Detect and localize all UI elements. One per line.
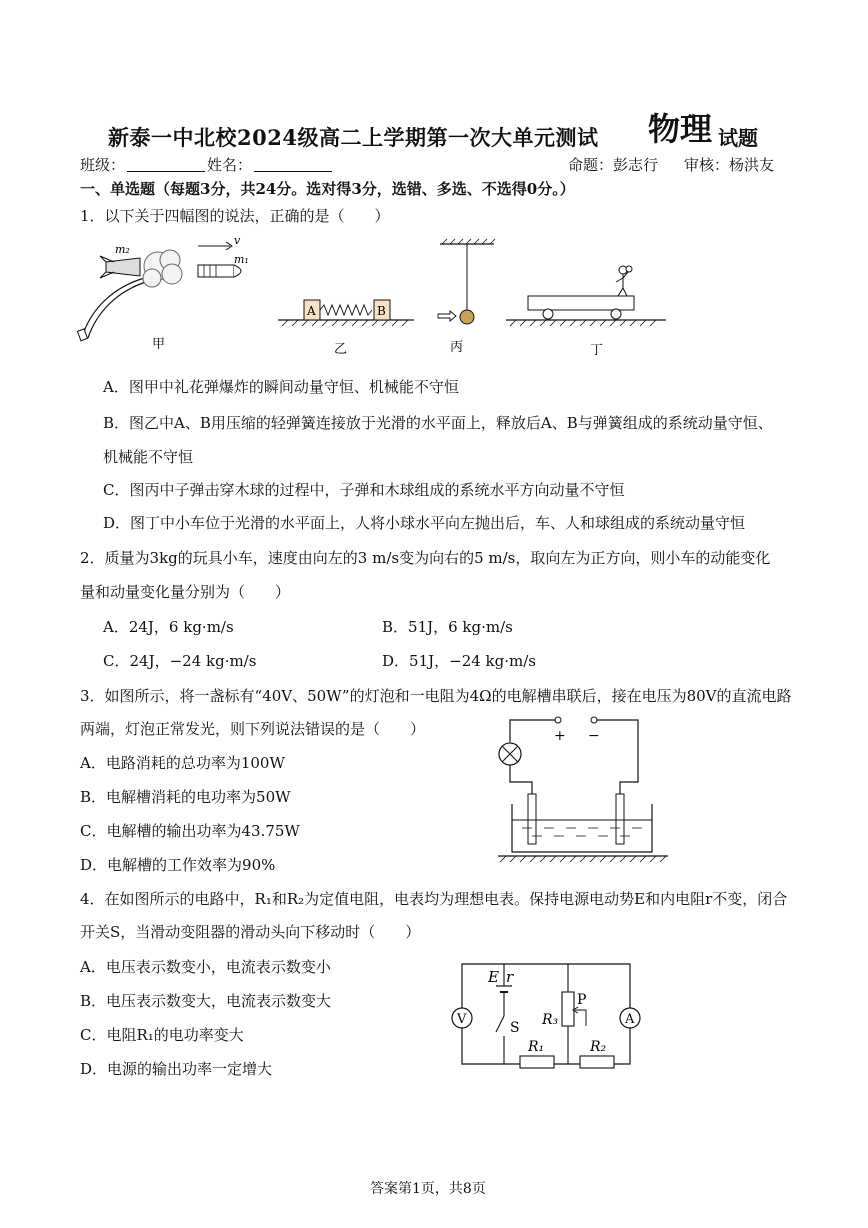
q3-option-d: D．电解槽的工作效率为90% — [80, 856, 276, 874]
q4-stem-line2: 开关S，当滑动变阻器的滑动头向下移动时（ ） — [80, 923, 421, 941]
q1-option-b: B．图乙中A、B用压缩的轻弹簧连接放于光滑的水平面上，释放后A、B与弹簧组成的系统动量守恒、 — [103, 414, 773, 432]
q1-option-d: D．图丁中小车位于光滑的水平面上，人将小球水平向左抛出后，车、人和球组成的系统动量守恒 — [103, 514, 746, 532]
subject-title: 物理 — [648, 110, 713, 148]
label-m1: m₁ — [234, 253, 249, 266]
class-name-line — [80, 154, 334, 175]
exam-title: 新泰一中北校2024级高二上学期第一次大单元测试 — [108, 125, 599, 150]
ammeter-icon — [620, 1008, 640, 1028]
caption-bing: 丙 — [450, 340, 464, 355]
switch-label: S — [510, 1020, 520, 1036]
q4-option-d: D．电源的输出功率一定增大 — [80, 1060, 273, 1078]
q1-option-c: C．图丙中子弹击穿木球的过程中，子弹和木球组成的系统水平方向动量不守恒 — [103, 481, 625, 499]
reviewer-text: 审核：杨洪友 — [684, 156, 775, 174]
q3-option-a: A．电路消耗的总功率为100W — [80, 754, 285, 772]
q3-stem-line2: 两端，灯泡正常发光，则下列说法错误的是（ ） — [80, 720, 426, 738]
section-heading: 一、单选题（每题3分，共24分。选对得3分，选错、多选、不选得0分。） — [80, 180, 575, 198]
name-blank — [254, 157, 332, 172]
r1-label: R₁ — [528, 1039, 545, 1055]
bulb-icon — [499, 743, 521, 765]
class-blank — [127, 157, 205, 172]
q3-circuit — [492, 712, 676, 864]
figure-jia — [77, 234, 248, 341]
r2-label: R₂ — [590, 1039, 607, 1055]
q2-option-a: A．24J，6 kg·m/s — [103, 618, 234, 636]
name-label: 姓名： — [207, 156, 253, 174]
title-suffix: 试题 — [718, 126, 758, 150]
q4-option-a: A．电压表示数变小，电流表示数变小 — [80, 958, 331, 976]
ammeter-label: A — [625, 1012, 635, 1027]
block-a-label: A — [307, 304, 316, 318]
internal-r-label: r — [506, 968, 514, 986]
author-text: 命题：彭志行 — [568, 156, 659, 174]
class-label: 班级： — [80, 156, 126, 174]
q1-stem: 1．以下关于四幅图的说法，正确的是（ ） — [80, 207, 390, 225]
terminal-plus: + — [554, 728, 566, 744]
terminal-minus: − — [588, 728, 600, 744]
voltmeter-icon — [452, 1008, 472, 1028]
block-b-label: B — [377, 304, 386, 318]
q2-option-d: D．51J，−24 kg·m/s — [382, 652, 536, 670]
q3-stem-line1: 3．如图所示，将一盏标有“40V、50W”的灯泡和一电阻为4Ω的电解槽串联后，接在电压为80V的直流电路 — [80, 687, 792, 705]
q4-option-c: C．电阻R₁的电功率变大 — [80, 1026, 244, 1044]
q3-option-b: B．电解槽消耗的电功率为50W — [80, 788, 291, 806]
q4-circuit — [444, 956, 644, 1074]
emf-label: E — [488, 968, 499, 986]
q2-option-c: C．24J，−24 kg·m/s — [103, 652, 257, 670]
q1-option-b-cont: 机械能不守恒 — [103, 448, 194, 466]
q4-stem-line1: 4．在如图所示的电路中，R₁和R₂为定值电阻，电表均为理想电表。保持电源电动势E和内电阻r不变，闭合 — [80, 890, 788, 908]
page-footer: 答案第1页，共8页 — [370, 1181, 486, 1197]
q3-option-c: C．电解槽的输出功率为43.75W — [80, 822, 300, 840]
label-m2: m₂ — [115, 243, 130, 256]
q2-stem-line1: 2．质量为3kg的玩具小车，速度由向左的3 m/s变为向右的5 m/s，取向左为正方向，则小车的动能变化 — [80, 549, 771, 567]
voltmeter-label: V — [457, 1012, 467, 1027]
caption-yi: 乙 — [334, 342, 348, 357]
caption-ding: 丁 — [590, 343, 604, 358]
q1-figures — [70, 232, 810, 362]
figure-bing — [438, 239, 495, 324]
q2-stem-line2: 量和动量变化量分别为（ ） — [80, 583, 291, 601]
q4-option-b: B．电压表示数变大，电流表示数变大 — [80, 992, 332, 1010]
q2-option-b: B．51J，6 kg·m/s — [382, 618, 513, 636]
figure-yi — [278, 300, 414, 326]
q1-option-a: A．图甲中礼花弹爆炸的瞬间动量守恒、机械能不守恒 — [103, 378, 459, 396]
label-v: v — [234, 234, 241, 247]
slider-p-label: P — [577, 992, 587, 1008]
caption-jia: 甲 — [152, 337, 166, 352]
r3-label: R₃ — [542, 1012, 559, 1028]
figure-ding — [506, 266, 666, 326]
